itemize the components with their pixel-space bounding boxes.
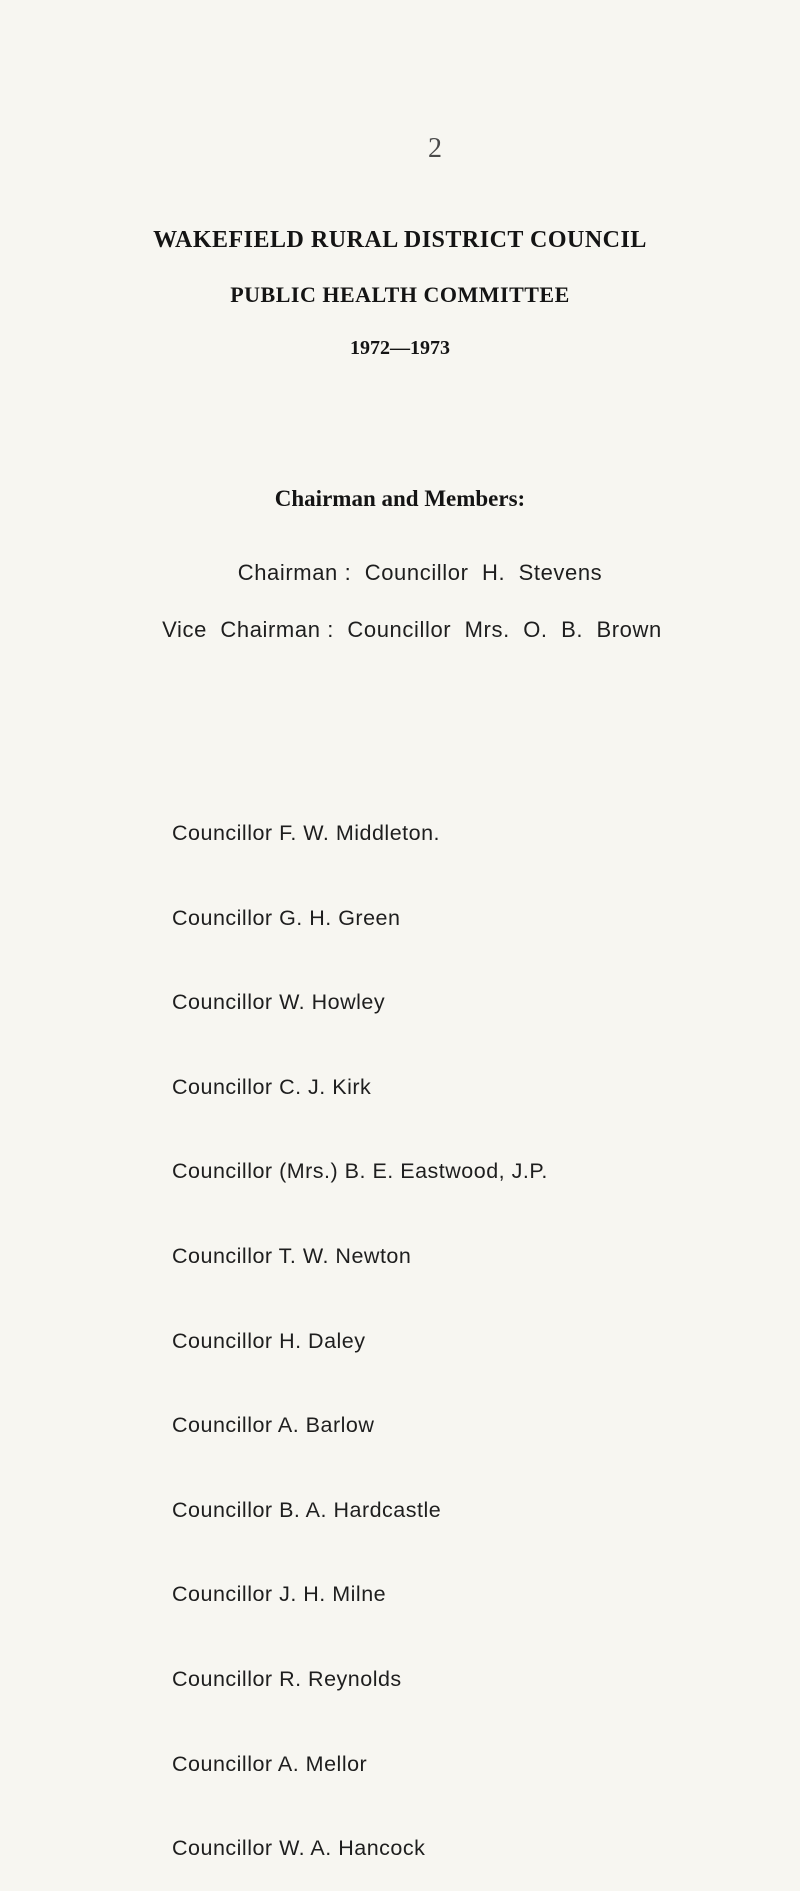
committee-heading: PUBLIC HEALTH COMMITTEE (230, 282, 570, 307)
member-item: Councillor F. W. Middleton. (172, 821, 441, 845)
member-item: Councillor G. H. Green (172, 905, 401, 930)
member-item: Councillor H. Daley (172, 1328, 366, 1353)
member-item: Councillor W. Howley (172, 990, 386, 1015)
member-item: Councillor R. Reynolds (172, 1666, 402, 1691)
members-list (172, 766, 548, 1891)
council-heading: WAKEFIELD RURAL DISTRICT COUNCIL (153, 227, 647, 253)
chairman-line: Chairman : Councillor H. Stevens (237, 560, 603, 585)
member-item: Councillor A. Barlow (172, 1413, 375, 1438)
member-item: Councillor W. A. Hancock (172, 1836, 426, 1861)
member-item: Councillor C. J. Kirk (172, 1074, 372, 1099)
vice-chairman-line: Vice Chairman : Councillor Mrs. O. B. Brown (162, 617, 662, 642)
member-item: Councillor A. Mellor (172, 1751, 368, 1776)
section-title: Chairman and Members: (274, 486, 526, 511)
years-heading: 1972—1973 (350, 337, 450, 359)
member-item: Councillor (Mrs.) B. E. Eastwood, J.P. (172, 1159, 548, 1184)
member-item: Councillor B. A. Hardcastle (172, 1497, 442, 1522)
member-item: Councillor T. W. Newton (172, 1243, 412, 1268)
page-number: 2 (428, 133, 442, 164)
member-item: Councillor J. H. Milne (172, 1582, 387, 1607)
